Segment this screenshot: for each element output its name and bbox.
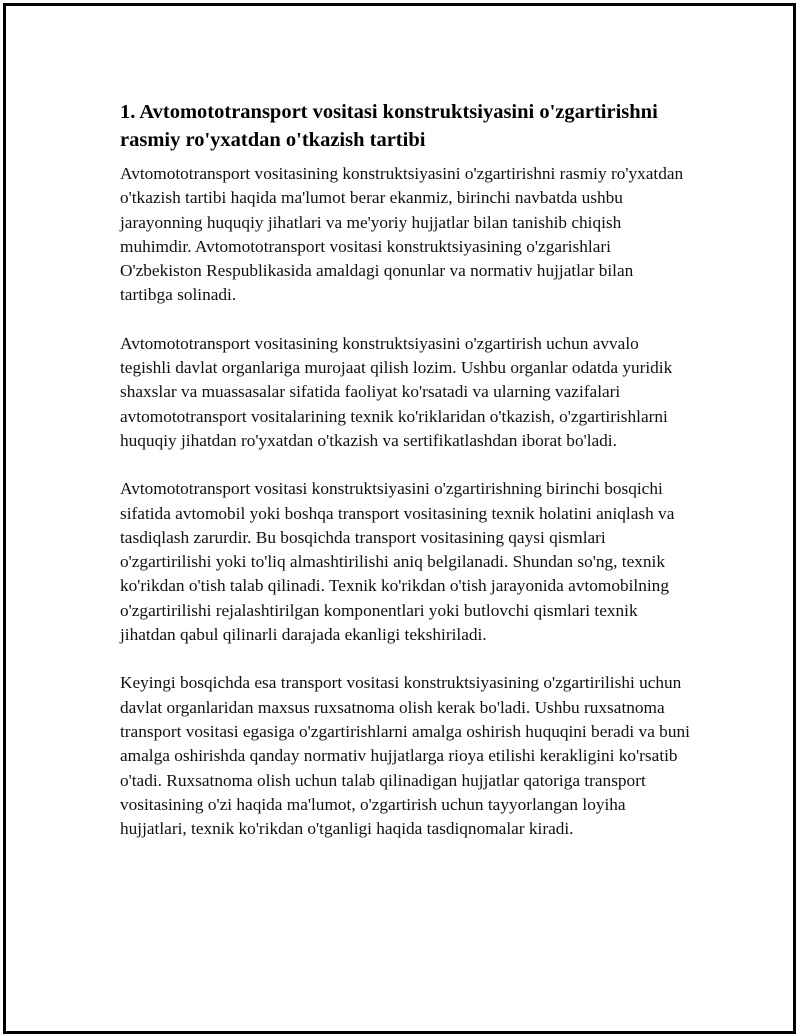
paragraph-2: Avtomototransport vositasining konstruktsiyasini o'zgartirish uchun avvalo tegishli davlat organlariga murojaat qilish lozim. Ushbu organlar odatda yuridik shaxslar va muassasalar sifatida faoliyat ko'rsatadi va ularning vazifalari avtomototransport vositalarining texnik ko'riklaridan o'tkazish, o'zgartirishlarni huquqiy jihatdan ro'yxatdan o'tkazish va sertifikatlashdan iborat bo'ladi. [120, 333, 673, 450]
paragraph-3: Avtomototransport vositasi konstruktsiyasini o'zgartirishning birinchi bosqichi sifatida avtomobil yoki boshqa transport vositasining texnik holatini aniqlash va tasdiqlash zarurdir. Bu bosqichda transport vositasining qaysi qismlari o'zgartirilishi yoki to'liq almashtirilishi aniq belgilanadi. Shundan so'ng, texnik ko'rikdan o'tish talab qilinadi. Texnik ko'rikdan o'tish jarayonida avtomobilning o'zgartirilishi rejalashtirilgan komponentlari yoki butlovchi qismlari texnik jihatdan qabul qilinarli darajada ekanligi tekshiriladi. [120, 479, 675, 645]
document-body [120, 98, 690, 865]
page-frame [3, 3, 796, 1034]
section-heading: 1. Avtomototransport vositasi konstruktsiyasini o'zgartirishni rasmiy ro'yxatdan o'tkazish tartibi [120, 101, 658, 151]
paragraph-1: Avtomototransport vositasining konstruktsiyasini o'zgartirishni rasmiy ro'yxatdan o'tkazish tartibi haqida ma'lumot berar ekanmiz, birinchi navbatda ushbu jarayonning huquqiy jihatlari va me'yoriy hujjatlar bilan tanishib chiqish muhimdir. Avtomototransport vositasi konstruktsiyasining o'zgarishlari O'zbekiston Respublikasida amaldagi qonunlar va normativ hujjatlar bilan tartibga solinadi. [120, 164, 684, 305]
paragraph-4: Keyingi bosqichda esa transport vositasi konstruktsiyasining o'zgartirilishi uchun davlat organlaridan maxsus ruxsatnoma olish kerak bo'ladi. Ushbu ruxsatnoma transport vositasi egasiga o'zgartirishlarni amalga oshirish huquqini beradi va buni amalga oshirishda qanday normativ hujjatlarga rioya etilishi kerakligini ko'rsatib o'tadi. Ruxsatnoma olish uchun talab qilinadigan hujjatlar qatoriga transport vositasining o'zi haqida ma'lumot, o'zgartirish uchun tayyorlangan loyiha hujjatlari, texnik ko'rikdan o'tganligi haqida tasdiqnomalar kiradi. [120, 673, 690, 839]
